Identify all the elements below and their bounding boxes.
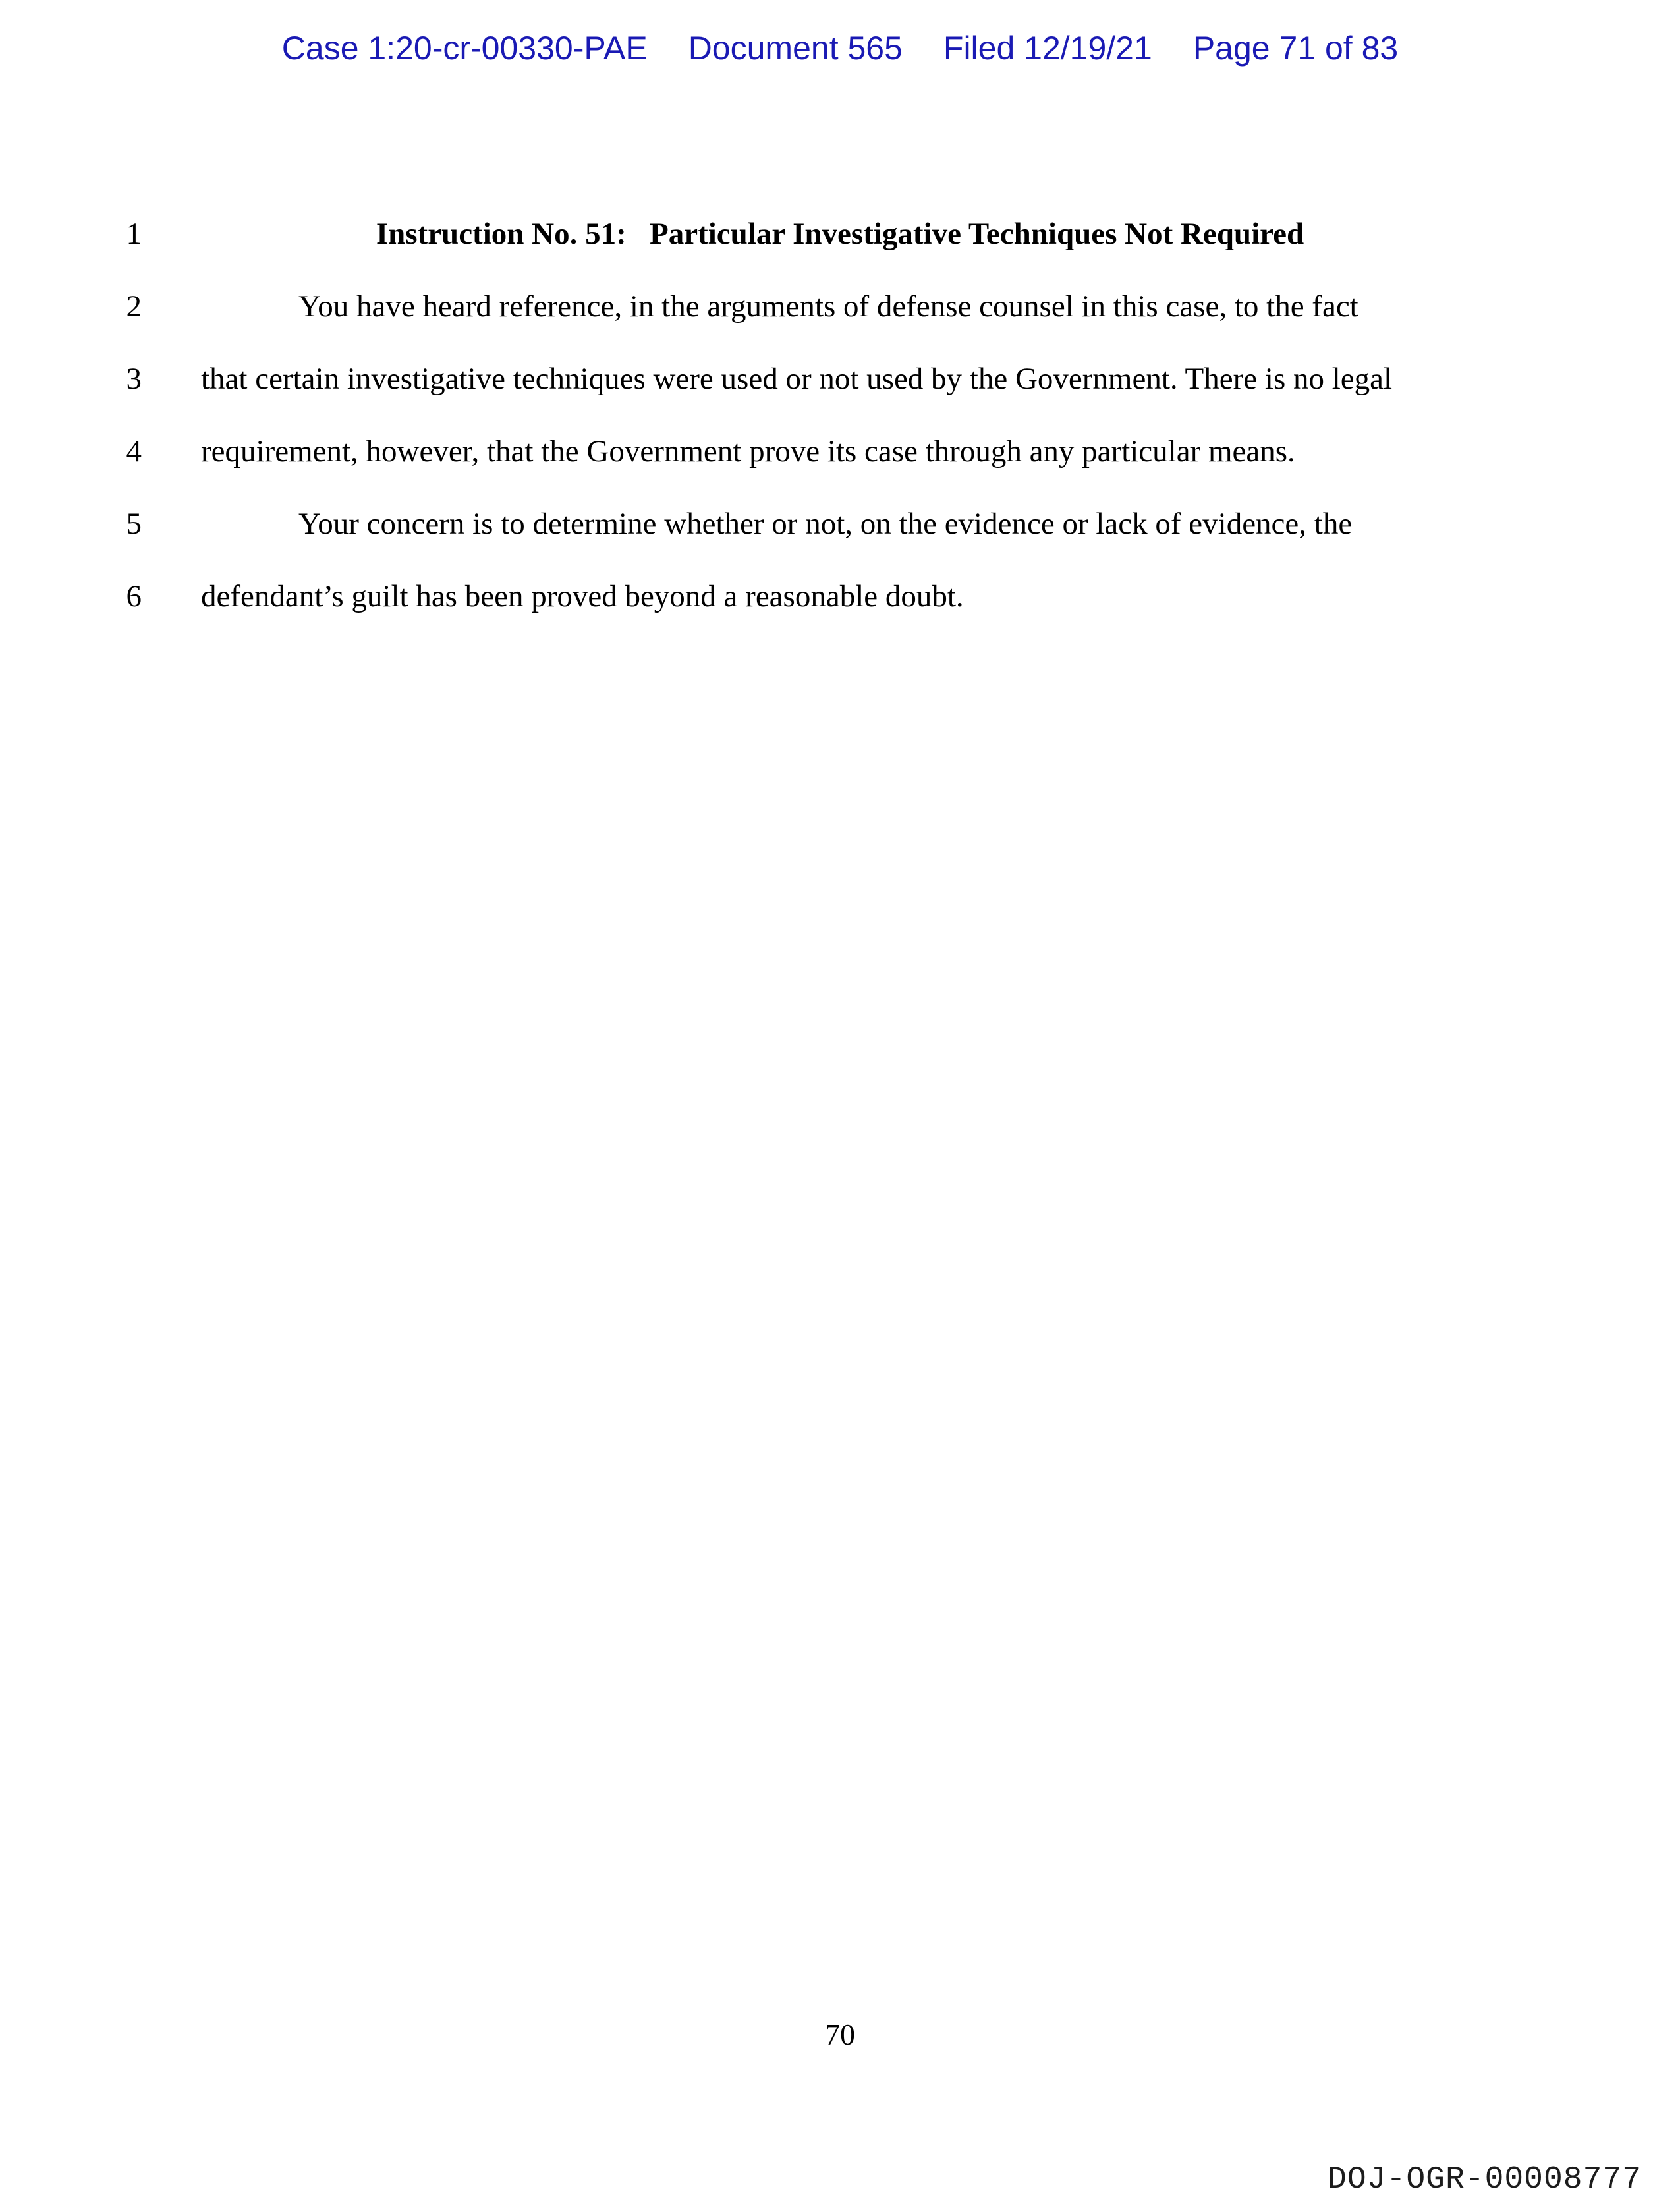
pleading-body <box>0 198 1680 633</box>
pleading-line <box>0 560 1680 633</box>
instruction-number-label: Instruction No. 51: <box>376 217 627 251</box>
body-text-line: Your concern is to determine whether or not, on the evidence or lack of evidence, the <box>298 507 1353 541</box>
pleading-line <box>0 488 1680 560</box>
line-number: 4 <box>126 434 142 468</box>
line-number: 5 <box>126 507 142 541</box>
instruction-title: Particular Investigative Techniques Not Required <box>650 217 1304 251</box>
case-number: Case 1:20-cr-00330-PAE <box>281 30 648 67</box>
page-number: 70 <box>825 2018 855 2051</box>
body-text-line: that certain investigative techniques were used or not used by the Government. There is no legal <box>201 362 1393 396</box>
bates-number: DOJ-OGR-00008777 <box>1328 2162 1642 2198</box>
line-number: 6 <box>126 579 142 613</box>
pleading-line <box>0 198 1680 270</box>
body-text-line: You have heard reference, in the arguments of defense counsel in this case, to the fact <box>298 289 1358 324</box>
pleading-line <box>0 343 1680 415</box>
court-filing-header <box>0 32 1680 65</box>
body-text-line: defendant’s guilt has been proved beyond a reasonable doubt. <box>201 579 964 613</box>
body-text-line: requirement, however, that the Government prove its case through any particular means. <box>201 434 1295 468</box>
line-number: 2 <box>126 289 142 324</box>
page-indicator: Page 71 of 83 <box>1192 30 1399 67</box>
pleading-line <box>0 270 1680 343</box>
instruction-heading <box>201 198 1479 270</box>
line-number: 3 <box>126 362 142 396</box>
line-number: 1 <box>126 217 142 251</box>
pleading-line <box>0 415 1680 488</box>
filed-date: Filed 12/19/21 <box>943 30 1152 67</box>
document-number: Document 565 <box>688 30 903 67</box>
